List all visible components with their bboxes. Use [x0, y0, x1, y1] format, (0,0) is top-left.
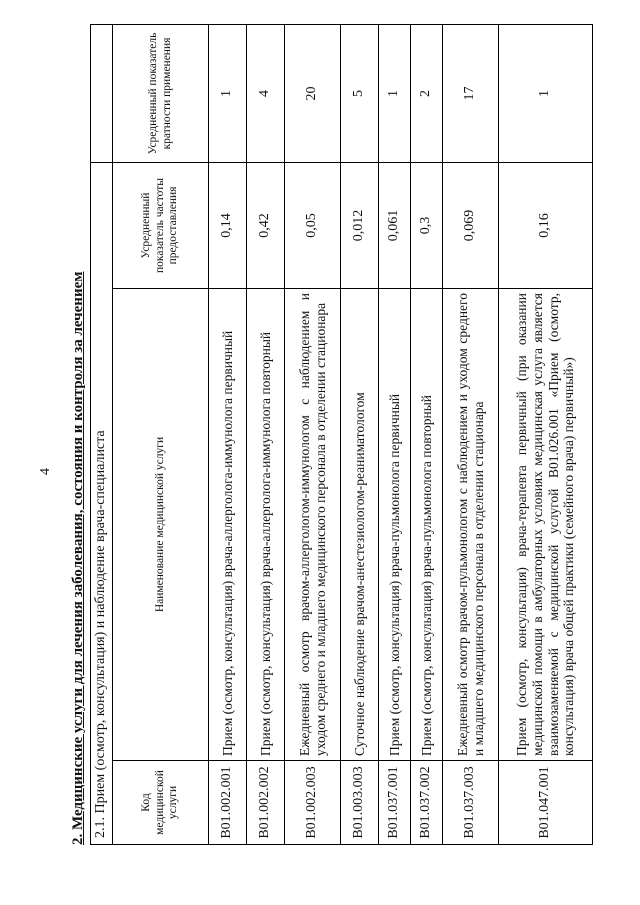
- service-code: B01.047.001: [499, 761, 593, 845]
- services-table: [90, 24, 593, 845]
- service-name: Прием (осмотр, консультация) врача-терапевта первичный (при оказании медицинской помощи в амбулаторных условиях медицинская услуга является взаимозаменяемой с медицинской услугой B01.026.001 «Прием (осмотр, консультация) врача общей практики (семейного врача) первичный»): [499, 289, 593, 761]
- service-frequency: 0,42: [247, 162, 285, 288]
- table-row: [411, 24, 443, 844]
- service-frequency: 0,05: [285, 162, 341, 288]
- header-freq: Усредненный показатель частоты предоставления: [113, 162, 209, 288]
- table-row: [247, 24, 285, 844]
- table-row: [499, 24, 593, 844]
- service-multiplicity: 1: [379, 24, 411, 162]
- service-multiplicity: 2: [411, 24, 443, 162]
- table-row: [285, 24, 341, 844]
- service-multiplicity: 1: [499, 24, 593, 162]
- service-frequency: 0,16: [499, 162, 593, 288]
- service-frequency: 0,069: [443, 162, 499, 288]
- service-name: Прием (осмотр, консультация) врача-пульмонолога первичный: [379, 289, 411, 761]
- service-name: Прием (осмотр, консультация) врача-пульмонолога повторный: [411, 289, 443, 761]
- section-heading: 2. Медицинские услуги для лечения заболевания, состояния и контроля за лечением: [70, 271, 86, 845]
- service-multiplicity: 1: [209, 24, 247, 162]
- service-name: Ежедневный осмотр врачом-аллергологом-иммунологом с наблюдением и уходом среднего и младшего медицинского персонала в отделении стационара: [285, 289, 341, 761]
- header-mult: Усредненный показатель кратности применения: [113, 24, 209, 162]
- service-code: B01.037.002: [411, 761, 443, 845]
- service-code: B01.003.003: [341, 761, 379, 845]
- table-row: [379, 24, 411, 844]
- subsection-title: 2.1. Прием (осмотр, консультация) и наблюдение врача-специалиста: [91, 162, 113, 844]
- service-name: Ежедневный осмотр врачом-пульмонологом с наблюдением и уходом среднего и младшего медицинского персонала в отделении стационара: [443, 289, 499, 761]
- header-row: [113, 24, 209, 844]
- service-multiplicity: 4: [247, 24, 285, 162]
- service-multiplicity: 20: [285, 24, 341, 162]
- service-code: B01.037.001: [379, 761, 411, 845]
- service-code: B01.002.001: [209, 761, 247, 845]
- table-row: [443, 24, 499, 844]
- subsection-row: [91, 24, 113, 844]
- service-multiplicity: 17: [443, 24, 499, 162]
- page-number: 4: [38, 468, 53, 475]
- service-code: B01.002.002: [247, 761, 285, 845]
- subsection-empty-cell: [91, 24, 113, 162]
- service-name: Прием (осмотр, консультация) врача-аллерголога-иммунолога первичный: [209, 289, 247, 761]
- service-name: Суточное наблюдение врачом-анестезиологом-реаниматологом: [341, 289, 379, 761]
- service-code: B01.002.003: [285, 761, 341, 845]
- header-name: Наименование медицинской услуги: [113, 289, 209, 761]
- table-row: [209, 24, 247, 844]
- service-multiplicity: 5: [341, 24, 379, 162]
- table-row: [341, 24, 379, 844]
- service-frequency: 0,061: [379, 162, 411, 288]
- service-name: Прием (осмотр, консультация) врача-аллерголога-иммунолога повторный: [247, 289, 285, 761]
- service-frequency: 0,012: [341, 162, 379, 288]
- header-code: Код медицинской услуги: [113, 761, 209, 845]
- service-code: B01.037.003: [443, 761, 499, 845]
- service-frequency: 0,3: [411, 162, 443, 288]
- service-frequency: 0,14: [209, 162, 247, 288]
